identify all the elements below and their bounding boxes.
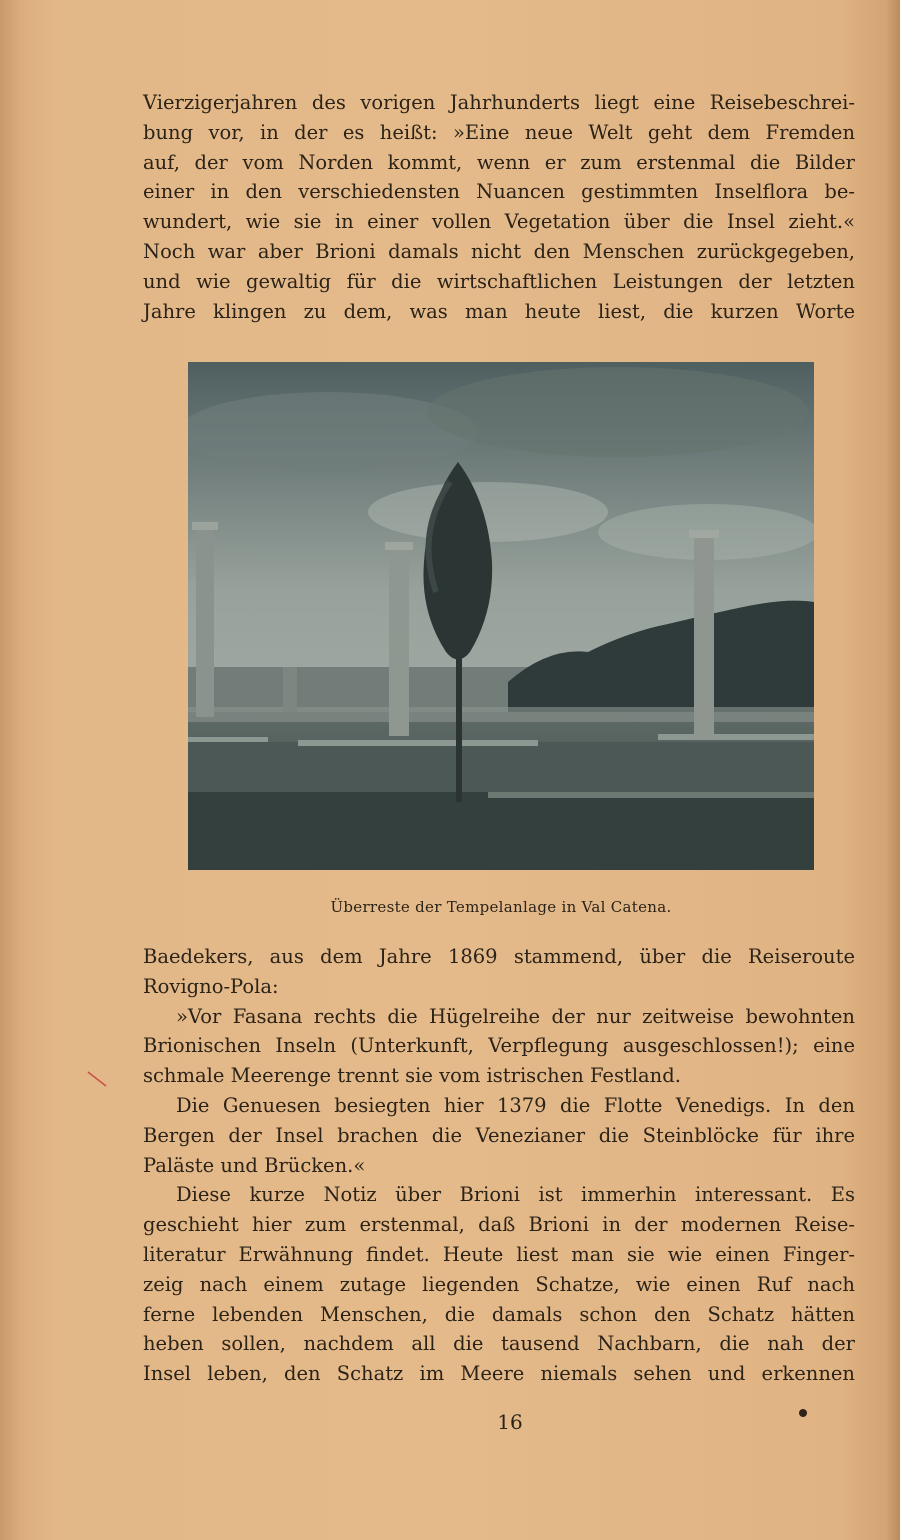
temple-ruins-photo: [188, 362, 814, 870]
text-line: literatur Erwähnung findet. Heute liest man sie wie einen Finger-: [143, 1242, 855, 1266]
text-line: und wie gewaltig für die wirtschaftlichen Leistungen der letzten: [143, 269, 855, 293]
text-line: Diese kurze Notiz über Brioni ist immerhin interessant. Es: [176, 1183, 855, 1207]
photo-caption: Überreste der Tempelanlage in Val Catena.: [330, 898, 672, 916]
text-block-top: [143, 88, 855, 326]
text-line: wundert, wie sie in einer vollen Vegetation über die Insel zieht.«: [143, 210, 855, 234]
text-line: Rovigno-Pola:: [143, 974, 279, 998]
text-line: »Vor Fasana rechts die Hügelreihe der nur zeitweise bewohnten: [176, 1004, 855, 1028]
text-line: Vierzigerjahren des vorigen Jahrhunderts liegt eine Reisebeschrei-: [143, 91, 855, 114]
text-line: ferne lebenden Menschen, die damals schon den Schatz hätten: [143, 1302, 855, 1326]
column: [694, 534, 714, 739]
text-block-bottom: [143, 942, 855, 1389]
text-line: einer in den verschiedensten Nuancen gestimmten Inselflora be-: [143, 180, 855, 204]
column: [389, 546, 409, 736]
column: [196, 527, 214, 717]
text-line: Noch war aber Brioni damals nicht den Menschen zurückgegeben,: [143, 239, 855, 263]
text-line: Brionischen Inseln (Unterkunft, Verpflegung ausgeschlossen!); eine: [143, 1034, 855, 1058]
text-line: Baedekers, aus dem Jahre 1869 stammend, über die Reiseroute: [143, 945, 855, 968]
text-line: zeig nach einem zutage liegenden Schatze, wie einen Ruf nach: [143, 1272, 855, 1296]
photo-illustration: [188, 362, 814, 870]
ink-spot: [799, 1409, 807, 1417]
text-line: Die Genuesen besiegten hier 1379 die Flotte Venedigs. In den: [176, 1093, 855, 1117]
text-line: schmale Meerenge trennt sie vom istrischen Festland.: [143, 1064, 681, 1088]
text-line: Paläste und Brücken.«: [143, 1153, 366, 1177]
page-number: 16: [497, 1410, 523, 1434]
text-line: Insel leben, den Schatz im Meere niemals sehen und erkennen: [143, 1362, 855, 1386]
pencil-margin-mark: [86, 1070, 110, 1090]
text-line: geschieht hier zum erstenmal, daß Brioni in der modernen Reise-: [143, 1213, 855, 1237]
text-line: auf, der vom Norden kommt, wenn er zum erstenmal die Bilder: [143, 150, 855, 174]
text-line: Bergen der Insel brachen die Venezianer die Steinblöcke für ihre: [143, 1123, 855, 1147]
text-line: Jahre klingen zu dem, was man heute liest, die kurzen Worte: [143, 299, 855, 323]
text-line: bung vor, in der es heißt: »Eine neue Welt geht dem Fremden: [143, 120, 855, 144]
text-line: heben sollen, nachdem all die tausend Nachbarn, die nah der: [143, 1332, 855, 1356]
